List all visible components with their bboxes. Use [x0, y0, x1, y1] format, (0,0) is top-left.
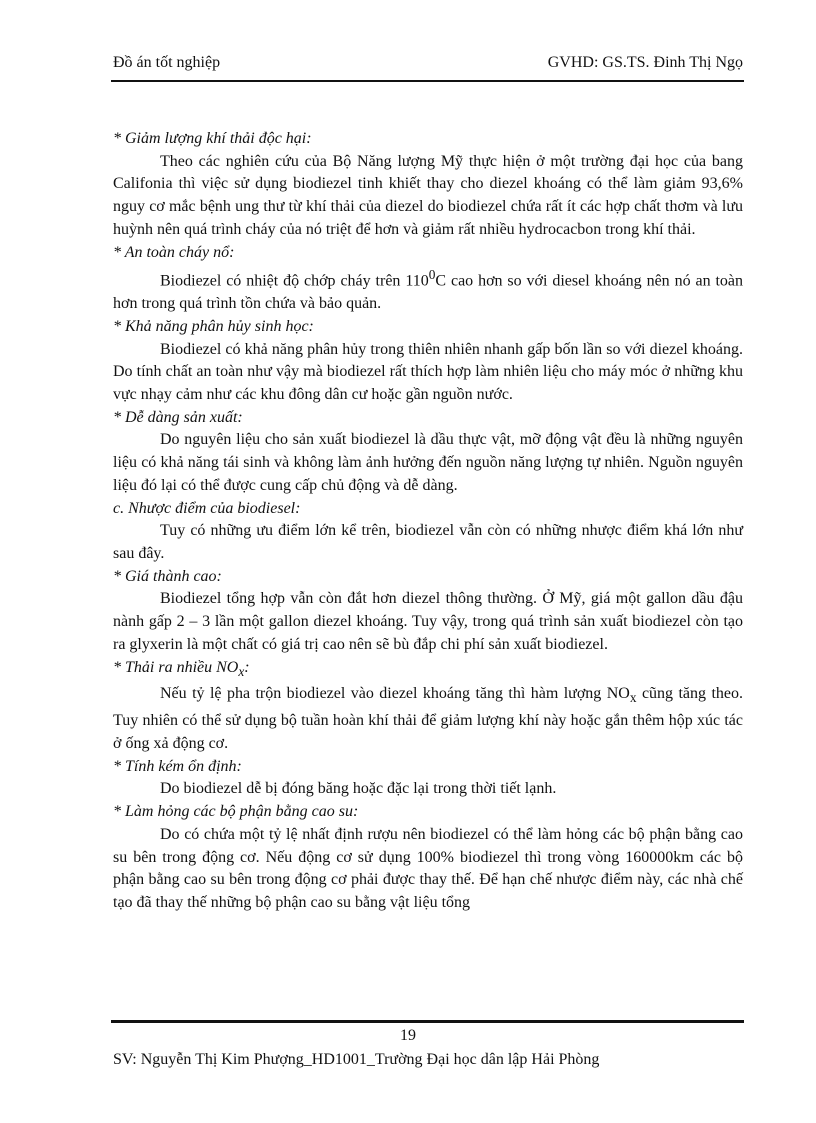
section-paragraph-nox: Nếu tỷ lệ pha trộn biodiezel vào diezel khoáng tăng thì hàm lượng $NO_x$ cũng tăng theo. Tuy nhiên có thể sử dụng bộ tuần hoàn khí thải để giảm lượng khí này hoặc gắn thêm hộp xúc tác ở ống xả động cơ.: [113, 685, 744, 752]
section-heading-high-cost: * Giá thành cao:: [113, 567, 222, 585]
header-title: Đồ án tốt nghiệp: [113, 54, 221, 71]
section-paragraph-biodegradability: Biodiezel có khả năng phân hủy trong thiên nhiên nhanh gấp bốn lần so với diezel khoáng. Do tính chất an toàn như vậy mà biodiezel rất thích hợp làm nhiên liệu cho máy móc ở những khu vực nhạy cảm như các khu đông dân cư hoặc gần nguồn nước.: [113, 340, 743, 404]
section-heading-fire-safety: * An toàn cháy nổ:: [113, 243, 235, 261]
section-heading-biodegradability: * Khả năng phân hủy sinh học:: [113, 317, 314, 335]
section-heading-rubber-damage: * Làm hỏng các bộ phận bằng cao su:: [113, 803, 359, 821]
section-heading-easy-production: * Dễ dàng sản xuất:: [113, 408, 243, 426]
section-heading-emissions: * Giảm lượng khí thải độc hại:: [113, 130, 312, 147]
section-paragraph-high-cost: Biodiezel tổng hợp vẫn còn đắt hơn diezel thông thường. Ở Mỹ, giá một gallon dầu đậu nành gấp 2 – 3 lần một gallon diezel khoáng. Tuy vậy, trong quá trình sản xuất biodiezel còn tạo ra glyxerin là một chất có giá trị cao nên sẽ bù đắp chi phí sản xuất biodiezel.: [113, 590, 743, 653]
footer-divider: [111, 1020, 744, 1023]
section-paragraph-instability: Do biodiezel dễ bị đóng băng hoặc đặc lại trong thời tiết lạnh.: [160, 780, 557, 798]
document-body: [113, 128, 743, 915]
section-heading-instability: * Tính kém ổn định:: [113, 757, 242, 775]
header-divider: [111, 80, 744, 82]
section-paragraph-emissions: Theo các nghiên cứu của Bộ Năng lượng Mỹ thực hiện ở một trường đại học của bang Califonia thì việc sử dụng biodiezel tinh khiết thay cho diezel khoáng có thể làm giảm 93,6% nguy cơ mắc bệnh ung thư từ khí thải của diezel do biodiezel chứa rất ít các hợp chất thơm và lưu huỳnh nên quá trình cháy của nó triệt để hơn và giảm rất nhiều hydrocacbon trong khí thải.: [113, 152, 743, 238]
footer-student-info: SV: Nguyễn Thị Kim Phượng_HD1001_Trường Đại học dân lập Hải Phòng: [113, 1051, 600, 1068]
page-header: [113, 52, 743, 74]
header-advisor: GVHD: GS.TS. Đinh Thị Ngọ: [547, 54, 743, 71]
section-paragraph-rubber-damage: Do có chứa một tỷ lệ nhất định rượu nên biodiezel có thể làm hỏng các bộ phận bằng cao su bên trong động cơ. Nếu động cơ sử dụng 100% biodiezel thì trong vòng 160000km các bộ phận bằng cao su bên trong động cơ phải được thay thế. Để hạn chế nhược điểm này, các nhà chế tạo đã thay thế những bộ phận cao su bằng vật liệu tổng: [113, 825, 743, 911]
section-paragraph-easy-production: Do nguyên liệu cho sản xuất biodiezel là dầu thực vật, mỡ động vật đều là những nguyên liệu có khả năng tái sinh và không làm ảnh hưởng đến nguồn năng lượng tự nhiên. Nguồn nguyên liệu đó lại có thể được cung cấp chủ động và dễ dàng.: [113, 431, 743, 494]
page-number: 19: [400, 1027, 416, 1044]
section-heading-nox: * Thải ra nhiều $NO_x$:: [113, 658, 250, 679]
section-paragraph-fire-safety: Biodiezel có nhiệt độ chớp cháy trên $110^0C$ cao hơn so với diesel khoáng nên nó an toàn hơn trong quá trình tồn chứa và bảo quản.: [113, 267, 744, 313]
section-heading-disadvantages: c. Nhược điểm của biodiesel:: [113, 499, 301, 517]
section-paragraph-disadvantages: Tuy có những ưu điểm lớn kể trên, biodiezel vẫn còn có những nhược điểm khá lớn như sau đây.: [113, 522, 743, 562]
